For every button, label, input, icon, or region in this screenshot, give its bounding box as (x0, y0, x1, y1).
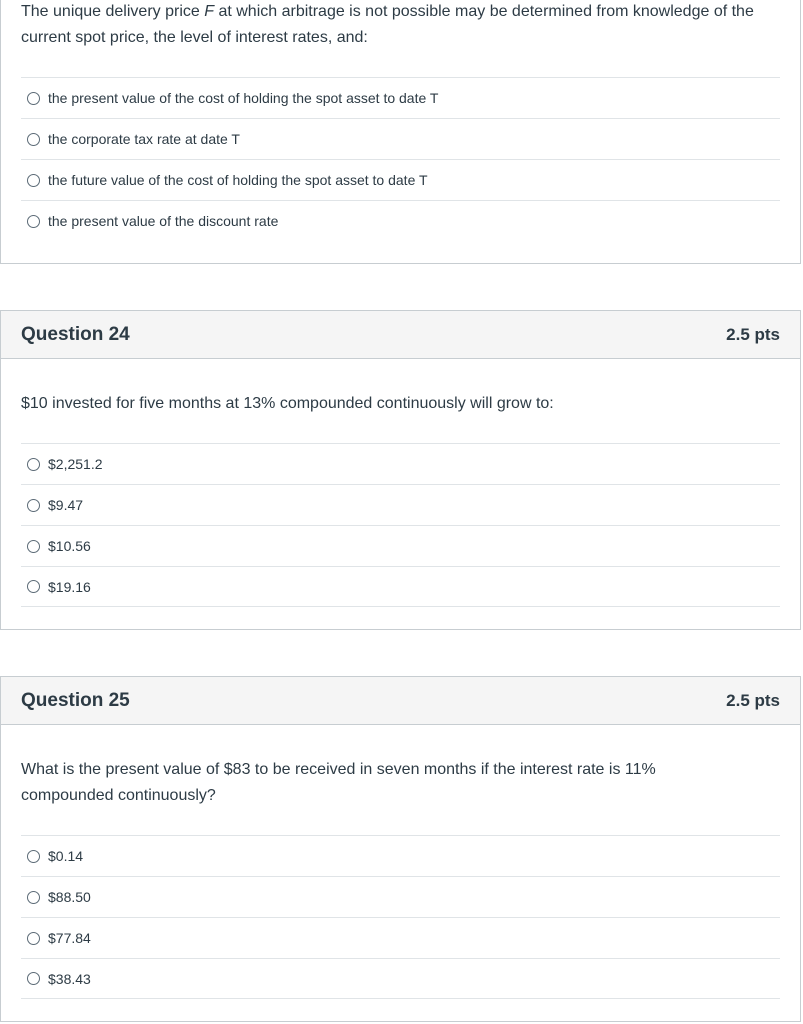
answer-option[interactable]: $0.14 (21, 835, 780, 876)
question-points: 2.5 pts (726, 324, 780, 344)
answer-option[interactable]: $9.47 (21, 484, 780, 525)
question-title: Question 25 (21, 689, 130, 711)
radio-button[interactable] (27, 133, 40, 146)
answer-option[interactable]: $38.43 (21, 958, 780, 999)
answer-option[interactable]: $19.16 (21, 566, 780, 607)
question-23-text: The unique delivery price F at which arbitrage is not possible may be determined from knowledge of the current spot price, the level of interest rates, and: (21, 3, 754, 46)
radio-button[interactable] (27, 580, 40, 593)
answer-list (21, 77, 780, 241)
radio-button[interactable] (27, 499, 40, 512)
radio-button[interactable] (27, 891, 40, 904)
radio-button[interactable] (27, 540, 40, 553)
radio-button[interactable] (27, 932, 40, 945)
answer-option[interactable]: the present value of the cost of holding the spot asset to date T (21, 77, 780, 118)
answer-option[interactable]: the present value of the discount rate (21, 200, 780, 241)
radio-button[interactable] (27, 458, 40, 471)
radio-button[interactable] (27, 850, 40, 863)
answer-list (21, 443, 780, 607)
answer-option[interactable]: $2,251.2 (21, 443, 780, 484)
question-header (1, 676, 800, 725)
question-25 (0, 676, 801, 1022)
question-title: Question 24 (21, 323, 130, 345)
radio-button[interactable] (27, 972, 40, 985)
question-25-text: What is the present value of $83 to be received in seven months if the interest rate is 11% compounded continuously? (21, 761, 656, 804)
radio-button[interactable] (27, 92, 40, 105)
answer-option[interactable]: $77.84 (21, 917, 780, 958)
question-points: 2.5 pts (726, 690, 780, 710)
question-header (1, 310, 800, 359)
radio-button[interactable] (27, 215, 40, 228)
answer-option[interactable]: the future value of the cost of holding the spot asset to date T (21, 159, 780, 200)
question-23 (0, 0, 801, 264)
answer-list (21, 835, 780, 999)
answer-option[interactable]: the corporate tax rate at date T (21, 118, 780, 159)
answer-option[interactable]: $10.56 (21, 525, 780, 566)
radio-button[interactable] (27, 174, 40, 187)
question-24-text: $10 invested for five months at 13% compounded continuously will grow to: (21, 395, 554, 412)
question-24 (0, 310, 801, 630)
answer-option[interactable]: $88.50 (21, 876, 780, 917)
